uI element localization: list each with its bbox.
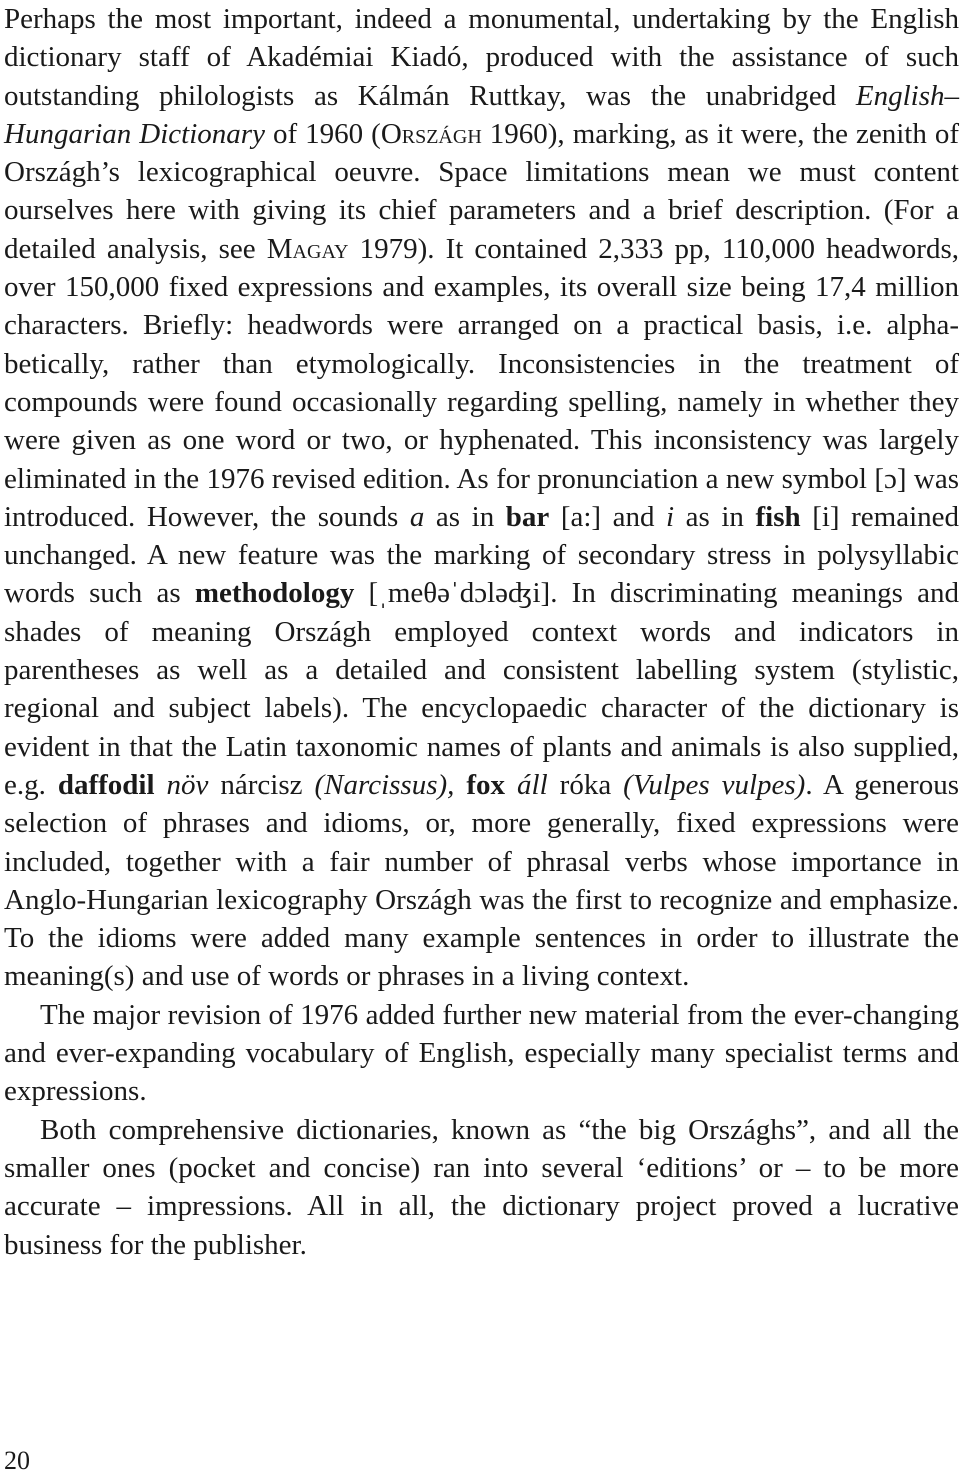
page-body (4, 0, 959, 1264)
italic-text: (Narcissus), (314, 768, 455, 801)
italic-text: növ (166, 768, 209, 801)
headword: fish (755, 500, 801, 533)
headword: methodology (194, 577, 355, 610)
italic-text: áll (517, 768, 548, 801)
small-caps-name: Magay (266, 232, 349, 265)
italic-text: a (409, 500, 425, 533)
text-run: as in (674, 500, 756, 533)
text-run: . A generous selection of phrases and idioms, or, more generally, fixed expressions were included, together with a fair number of phrasal verbs whose importance in Anglo-Hungarian lexicography Országh was the first to recognize and emphasize. To the idioms were added many example sentences in order to illustrate the meaning(s) and use of words or phrases in a living context. (4, 768, 959, 993)
italic-text: (Vulpes vulpes) (623, 768, 806, 801)
text-run: róka (547, 768, 624, 801)
small-caps-name: Országh (380, 117, 482, 150)
text-run: Perhaps the most important, indeed a monumental, undertaking by the English dictionary staff of Akadémiai Kiadó, produced with the assistance of such outstanding philologists as Kálmán Ruttkay, was the unabridged (4, 3, 959, 112)
paragraph-2 (4, 996, 959, 1111)
paragraph-3 (4, 1111, 959, 1264)
text-run: of 1960 ( (264, 117, 381, 150)
text-run (454, 769, 466, 801)
text-run: The major revision of 1976 added further new material from the ever-changing and ever-expanding vocabulary of English, especially many specialist terms and expressions. (4, 998, 959, 1108)
headword: fox (466, 768, 506, 801)
text-run: [a:] and (549, 500, 667, 533)
headword: daffodil (57, 768, 155, 801)
headword: bar (505, 500, 550, 533)
text-run: 1960), marking, as it were, the zenith of Országh’s lexicographical oeuvre. Space limitations mean we must content ourselves here with giving its chief parameters and a brief description. (For a detailed analysis, see (4, 117, 959, 265)
text-run: [i] remained unchanged. A new feature was the marking of secondary stress in polysyllabic words such as (4, 500, 960, 610)
text-run: nárcisz (208, 768, 315, 801)
text-run: Both comprehensive dictionaries, known as “the big Országhs”, and all the smaller ones (pocket and concise) ran into several ‘editions’ or – to be more accurate – impressions. All in all, the dictionary project proved a lucrative business for the publisher. (4, 1113, 959, 1261)
italic-text: i (666, 500, 675, 533)
text-run: 1979). It contained 2,333 pp, 110,000 headwords, over 150,000 fixed expressions and examples, its overall size being 17,4 million characters. Briefly: headwords were arranged on a practical basis, i.e. alphabetically, rather than etymologically. Inconsistencies in the treatment of compounds were found occasionally regarding spelling, namely in whether they were given as one word or two, or hyphenated. This inconsistency was largely eliminated in the 1976 revised edition. As for pronunciation a new symbol [ɔ] was introduced. However, the sounds (4, 232, 960, 533)
paragraph-1 (4, 0, 959, 996)
text-run (155, 769, 167, 801)
text-run: as in (424, 500, 506, 533)
italic-text: English–Hungarian Dictionary (4, 79, 959, 150)
text-run: [ˌmeθəˈdɔləʤi]. In discriminating meanings and shades of meaning Országh employed context words and indicators in parentheses as well as a detailed and consistent labelling system (stylistic, regional and subject labels). The encyclopaedic character of the dictionary is evident in that the Latin taxonomic names of plants and animals is also supplied, e.g. (4, 577, 959, 801)
text-run (505, 769, 517, 801)
page-number: 20 (4, 1446, 30, 1475)
